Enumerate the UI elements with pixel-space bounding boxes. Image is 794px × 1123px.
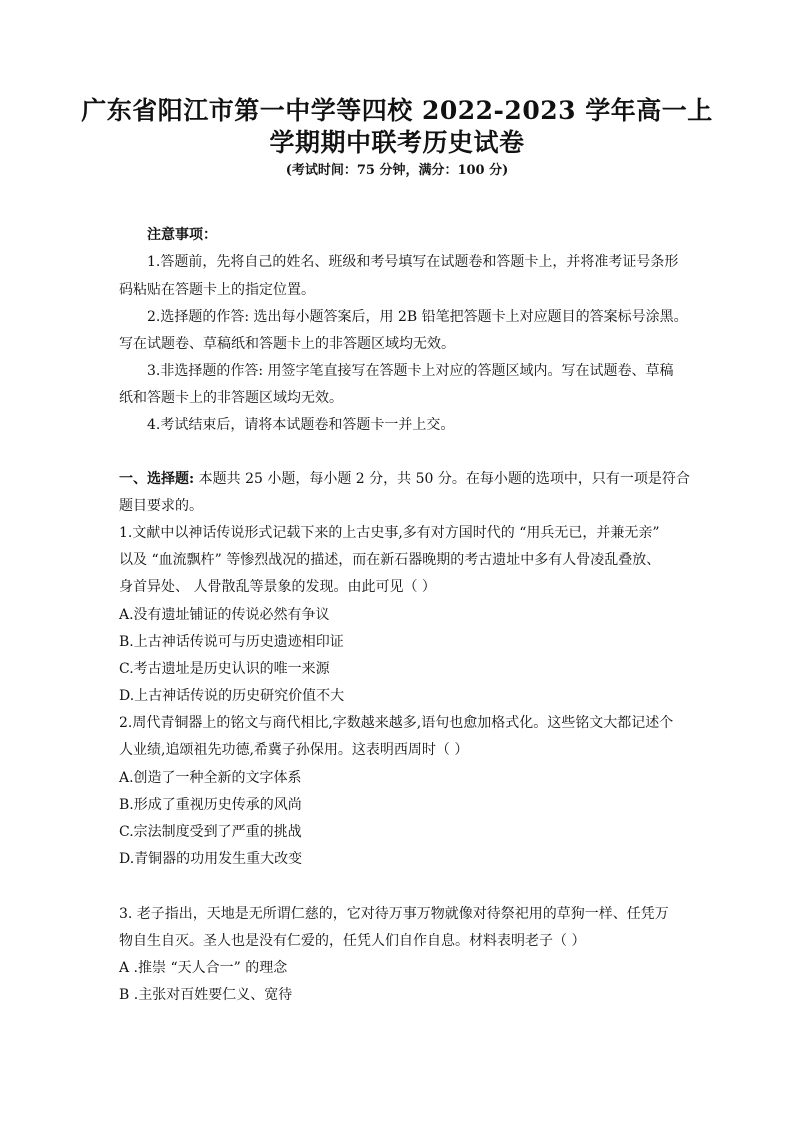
question-3-option-b: B .主张对百姓要仁义、宽待 <box>119 987 293 1003</box>
question-2-stem: 2.周代青铜器上的铭文与商代相比,字数越来越多,语句也愈加格式化。这些铭文大都记述个 <box>119 715 674 731</box>
question-2-option-a: A.创造了一种全新的文字体系 <box>119 770 302 786</box>
question-1-option-b: B.上古神话传说可与历史遗迹相印证 <box>119 634 344 650</box>
exam-title-line-1: 广东省阳江市第一中学等四校 2022-2023 学年高一上 <box>81 96 713 125</box>
notice-line: 码粘贴在答题卡上的指定位置。 <box>119 282 315 298</box>
question-3-stem: 物自生自灭。圣人也是没有仁爱的，任凭人们自作自息。材料表明老子（ ） <box>119 933 586 949</box>
question-1-stem: 1.文献中以神话传说形式记载下来的上古史事,多有对方国时代的 “用兵无已，并兼无亲” <box>119 525 660 541</box>
section-1-header <box>119 469 690 489</box>
question-1-stem: 身首异处、 人骨散乱等景象的发现。由此可见（ ） <box>119 579 436 595</box>
notice-line: 2.选择题的作答: 选出每小题答案后，用 2B 铅笔把答题卡上对应题目的答案标号涂黑。 <box>147 309 688 325</box>
question-1-stem: 以及 “血流飘杵” 等惨烈战况的描述，而在新石器晚期的考古遗址中多有人骨凌乱叠放、 <box>119 552 661 568</box>
question-2-option-c: C.宗法制度受到了严重的挑战 <box>119 824 302 840</box>
notice-line: 4.考试结束后，请将本试题卷和答题卡一并上交。 <box>147 417 455 433</box>
question-3-option-a: A .推崇 “天人合一” 的理念 <box>119 960 288 976</box>
notice-line: 3.非选择题的作答: 用签字笔直接写在答题卡上对应的答题区域内。写在试题卷、草稿 <box>147 363 674 379</box>
notice-line: 1.答题前，先将自己的姓名、班级和考号填写在试题卷和答题卡上，并将准考证号条形 <box>147 254 679 270</box>
question-3-stem: 3. 老子指出，天地是无所谓仁慈的，它对待万事万物就像对待祭祀用的草狗一样、任凭万 <box>119 906 669 922</box>
question-1-option-c: C.考古遗址是历史认识的唯一来源 <box>119 661 330 677</box>
question-1-option-a: A.没有遗址铺证的传说必然有争议 <box>119 607 330 623</box>
section-1-description: 本题共 25 小题，每小题 2 分，共 50 分。在每小题的选项中，只有一项是符合 <box>194 471 690 487</box>
notice-line: 写在试题卷、草稿纸和答题卡上的非答题区域均无效。 <box>119 336 455 352</box>
question-2-option-d: D.青铜器的功用发生重大改变 <box>119 851 303 867</box>
notice-heading: 注意事项： <box>147 227 217 243</box>
question-2-stem: 人业绩,追颂祖先功德,希冀子孙保用。这表明西周时（ ） <box>119 742 469 758</box>
notice-line: 纸和答题卡上的非答题区域均无效。 <box>119 390 343 406</box>
section-1-description-cont: 题目要求的。 <box>119 498 203 514</box>
question-1-option-d: D.上古神话传说的历史研究价值不大 <box>119 688 345 704</box>
exam-info: (考试时间：75 分钟，满分：100 分) <box>285 163 509 178</box>
question-2-option-b: B.形成了重视历史传承的风尚 <box>119 797 302 813</box>
section-1-label: 一、选择题: <box>119 471 195 487</box>
exam-title-line-2: 学期期中联考历史试卷 <box>269 128 525 157</box>
